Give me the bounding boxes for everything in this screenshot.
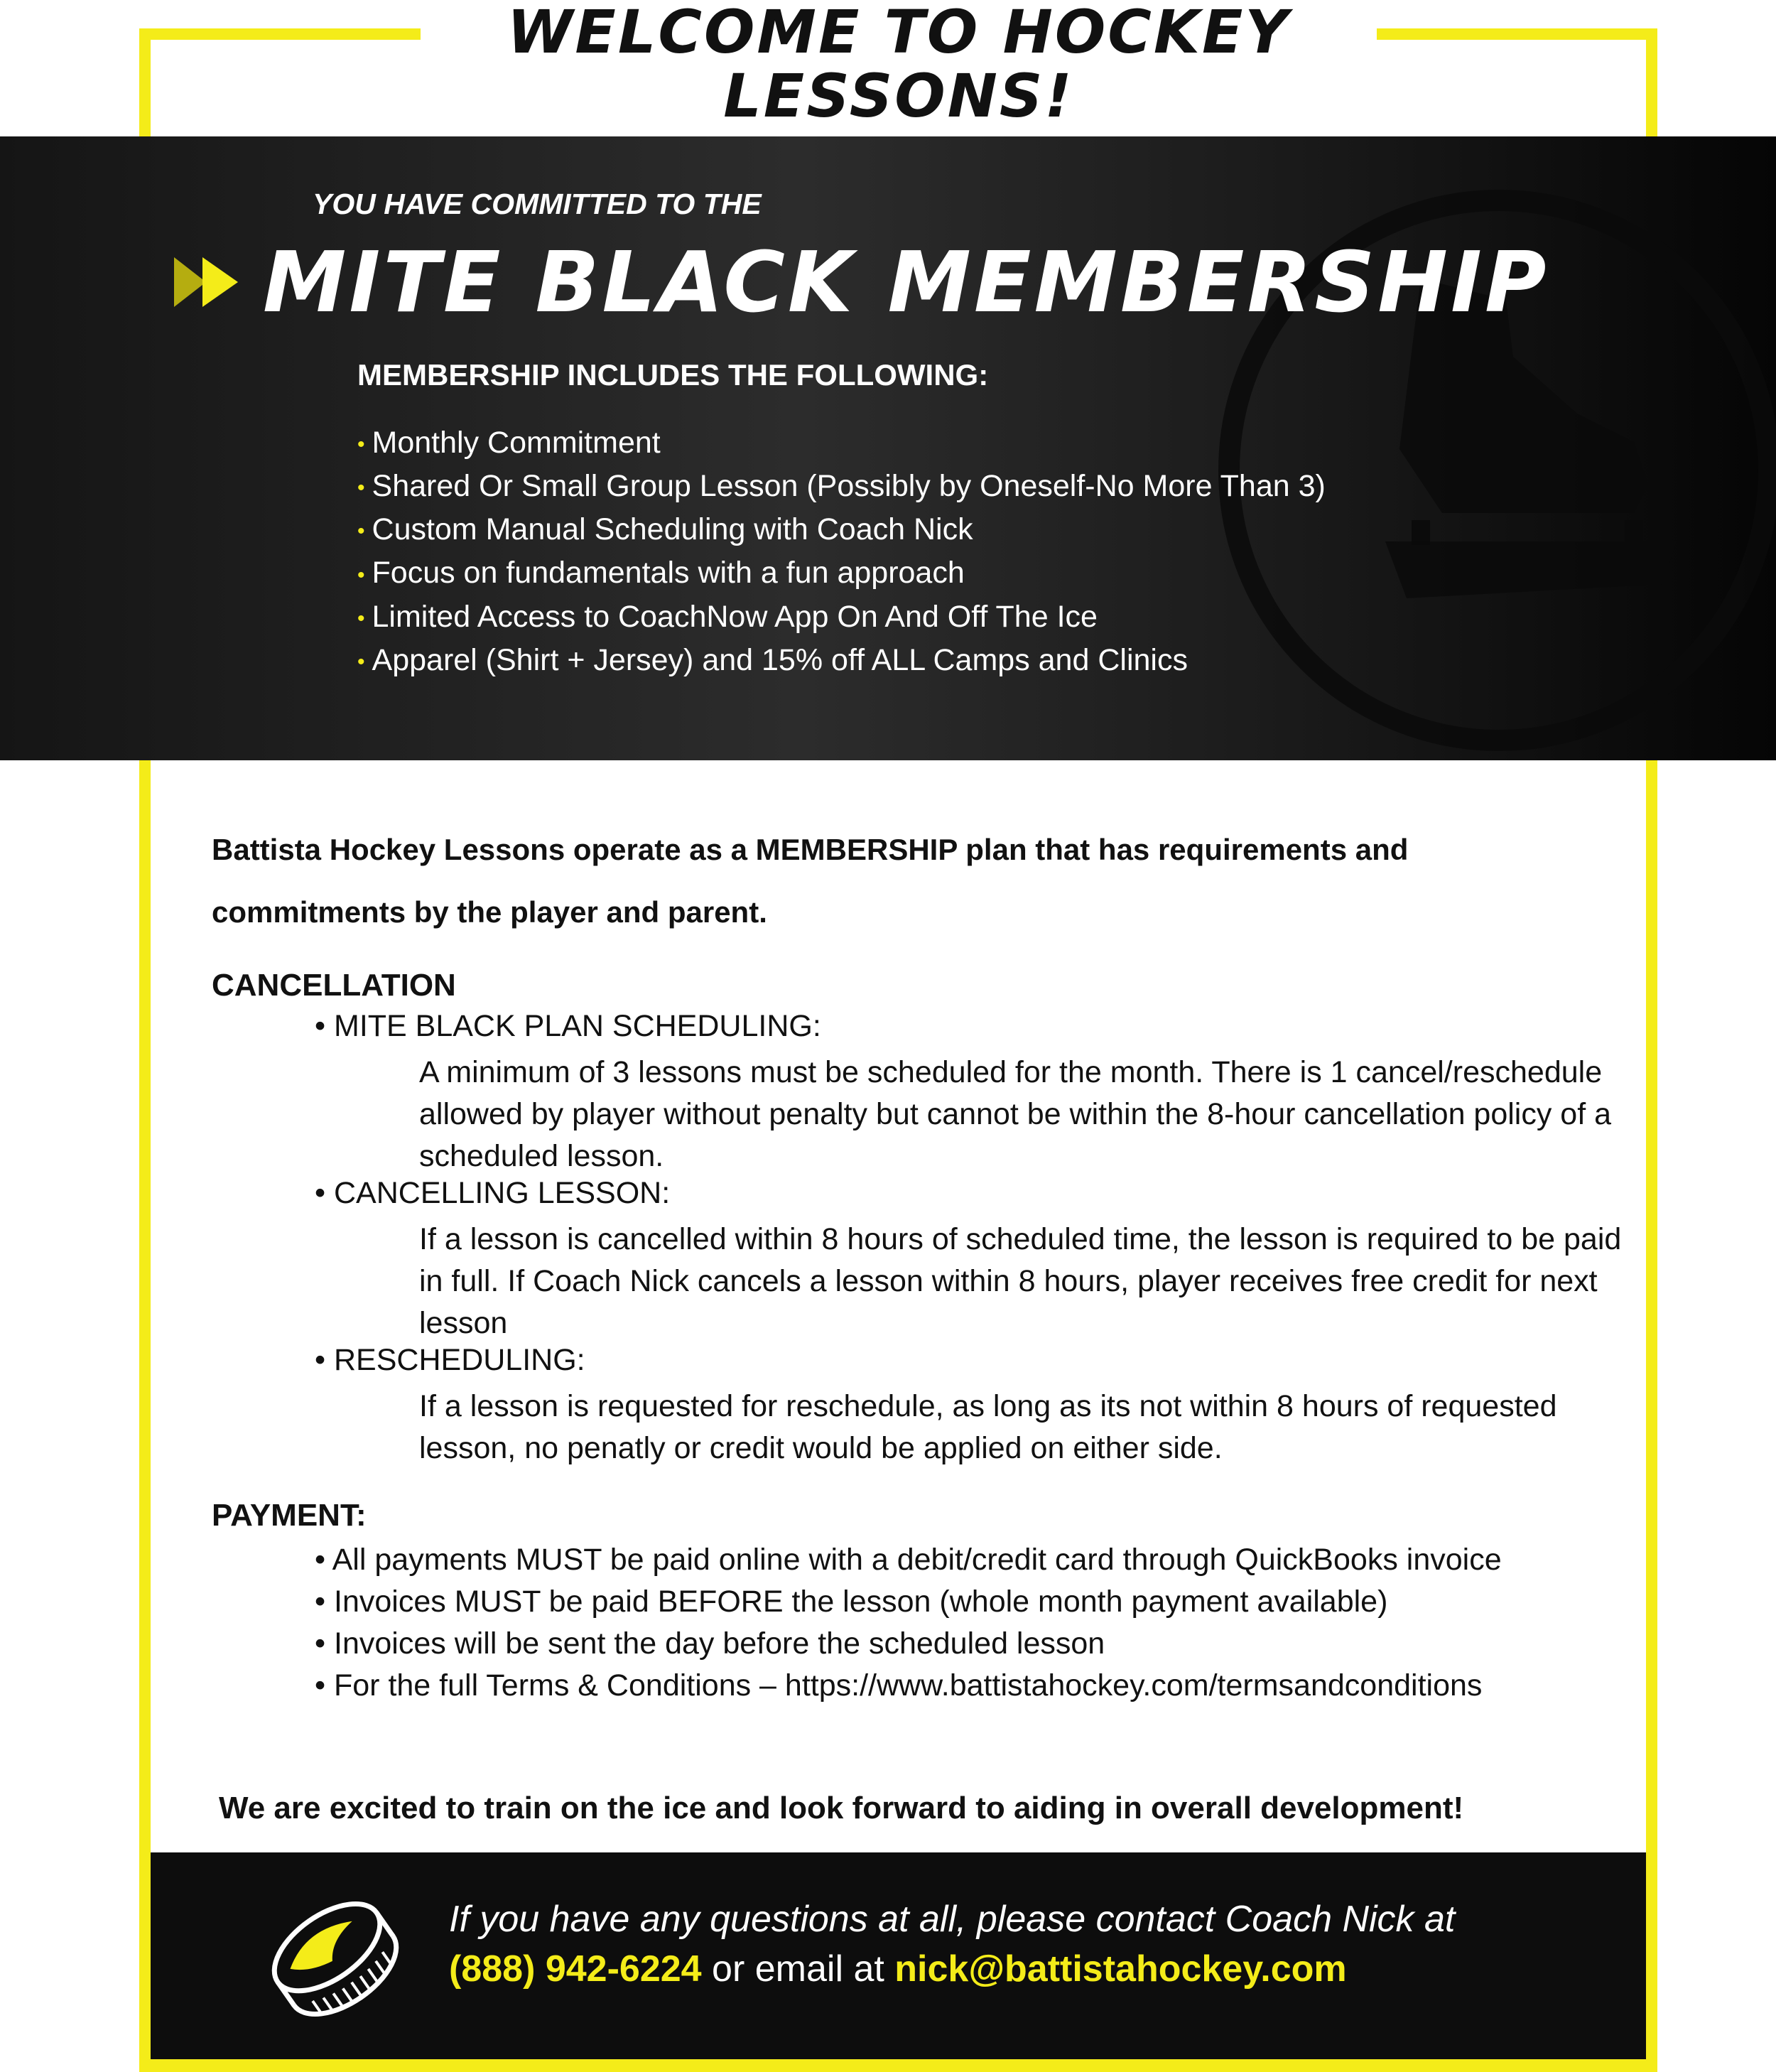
scheduling-heading: • MITE BLACK PLAN SCHEDULING: bbox=[315, 1009, 821, 1043]
email-connector: or email at bbox=[701, 1948, 895, 1990]
list-item: • Custom Manual Scheduling with Coach Nick bbox=[357, 512, 973, 547]
list-item: • Limited Access to CoachNow App On And Off The Ice bbox=[357, 599, 1098, 634]
list-item: • Focus on fundamentals with a fun approach bbox=[357, 556, 965, 590]
page-title: WELCOME TO HOCKEY LESSONS! bbox=[507, 0, 1291, 131]
frame-top-right bbox=[1377, 28, 1657, 40]
closing-statement: We are excited to train on the ice and look forward to aiding in overall development! bbox=[219, 1791, 1464, 1825]
contact-footer bbox=[151, 1852, 1646, 2059]
cancellation-heading: CANCELLATION bbox=[212, 968, 456, 1003]
payment-heading: PAYMENT: bbox=[212, 1498, 367, 1533]
includes-list bbox=[357, 422, 1326, 683]
membership-hero bbox=[0, 136, 1776, 760]
double-arrow-icon bbox=[174, 250, 245, 314]
frame-bottom bbox=[139, 2059, 1657, 2072]
contact-details bbox=[449, 1948, 1347, 1990]
list-item: • Shared Or Small Group Lesson (Possibly by Oneself-No More Than 3) bbox=[357, 469, 1326, 504]
phone-number[interactable]: (888) 942-6224 bbox=[449, 1948, 702, 1990]
rescheduling-heading: • RESCHEDULING: bbox=[315, 1343, 585, 1377]
list-item: • Invoices MUST be paid BEFORE the lesson (whole month payment available) bbox=[315, 1585, 1388, 1619]
membership-name: MITE BLACK MEMBERSHIP bbox=[263, 233, 1549, 331]
list-item: • For the full Terms & Conditions – https://www.battistahockey.com/termsandconditions bbox=[315, 1668, 1483, 1703]
list-item: • Invoices will be sent the day before the scheduled lesson bbox=[315, 1626, 1105, 1661]
cancelling-heading: • CANCELLING LESSON: bbox=[315, 1176, 671, 1210]
rescheduling-detail: If a lesson is requested for reschedule, as long as its not within 8 hours of requested lesson, no penatly or credit would be applied on either side. bbox=[419, 1389, 1557, 1465]
list-item: • All payments MUST be paid online with a debit/credit card through QuickBooks invoice bbox=[315, 1543, 1502, 1577]
frame-top-left bbox=[139, 28, 421, 40]
includes-heading: MEMBERSHIP INCLUDES THE FOLLOWING: bbox=[357, 358, 989, 392]
committed-text: YOU HAVE COMMITTED TO THE bbox=[313, 188, 762, 220]
puck-icon bbox=[264, 1888, 406, 2030]
scheduling-detail: A minimum of 3 lessons must be scheduled for the month. There is 1 cancel/reschedule allowed by player without penalty but cannot be within the 8-hour cancellation policy of a scheduled lesson. bbox=[419, 1055, 1612, 1173]
email-link[interactable]: nick@battistahockey.com bbox=[894, 1948, 1347, 1990]
cancelling-detail: If a lesson is cancelled within 8 hours of scheduled time, the lesson is required to be paid in full. If Coach Nick cancels a lesson within 8 hours, player receives free credit for next lesson bbox=[419, 1222, 1622, 1340]
list-item: • Monthly Commitment bbox=[357, 426, 661, 460]
intro-paragraph: Battista Hockey Lessons operate as a MEMBERSHIP plan that has requirements and commitments by the player and parent. bbox=[212, 833, 1409, 929]
list-item: • Apparel (Shirt + Jersey) and 15% off ALL Camps and Clinics bbox=[357, 642, 1188, 677]
payment-list bbox=[315, 1539, 1502, 1707]
contact-prompt: If you have any questions at all, please contact Coach Nick at bbox=[449, 1899, 1456, 1940]
